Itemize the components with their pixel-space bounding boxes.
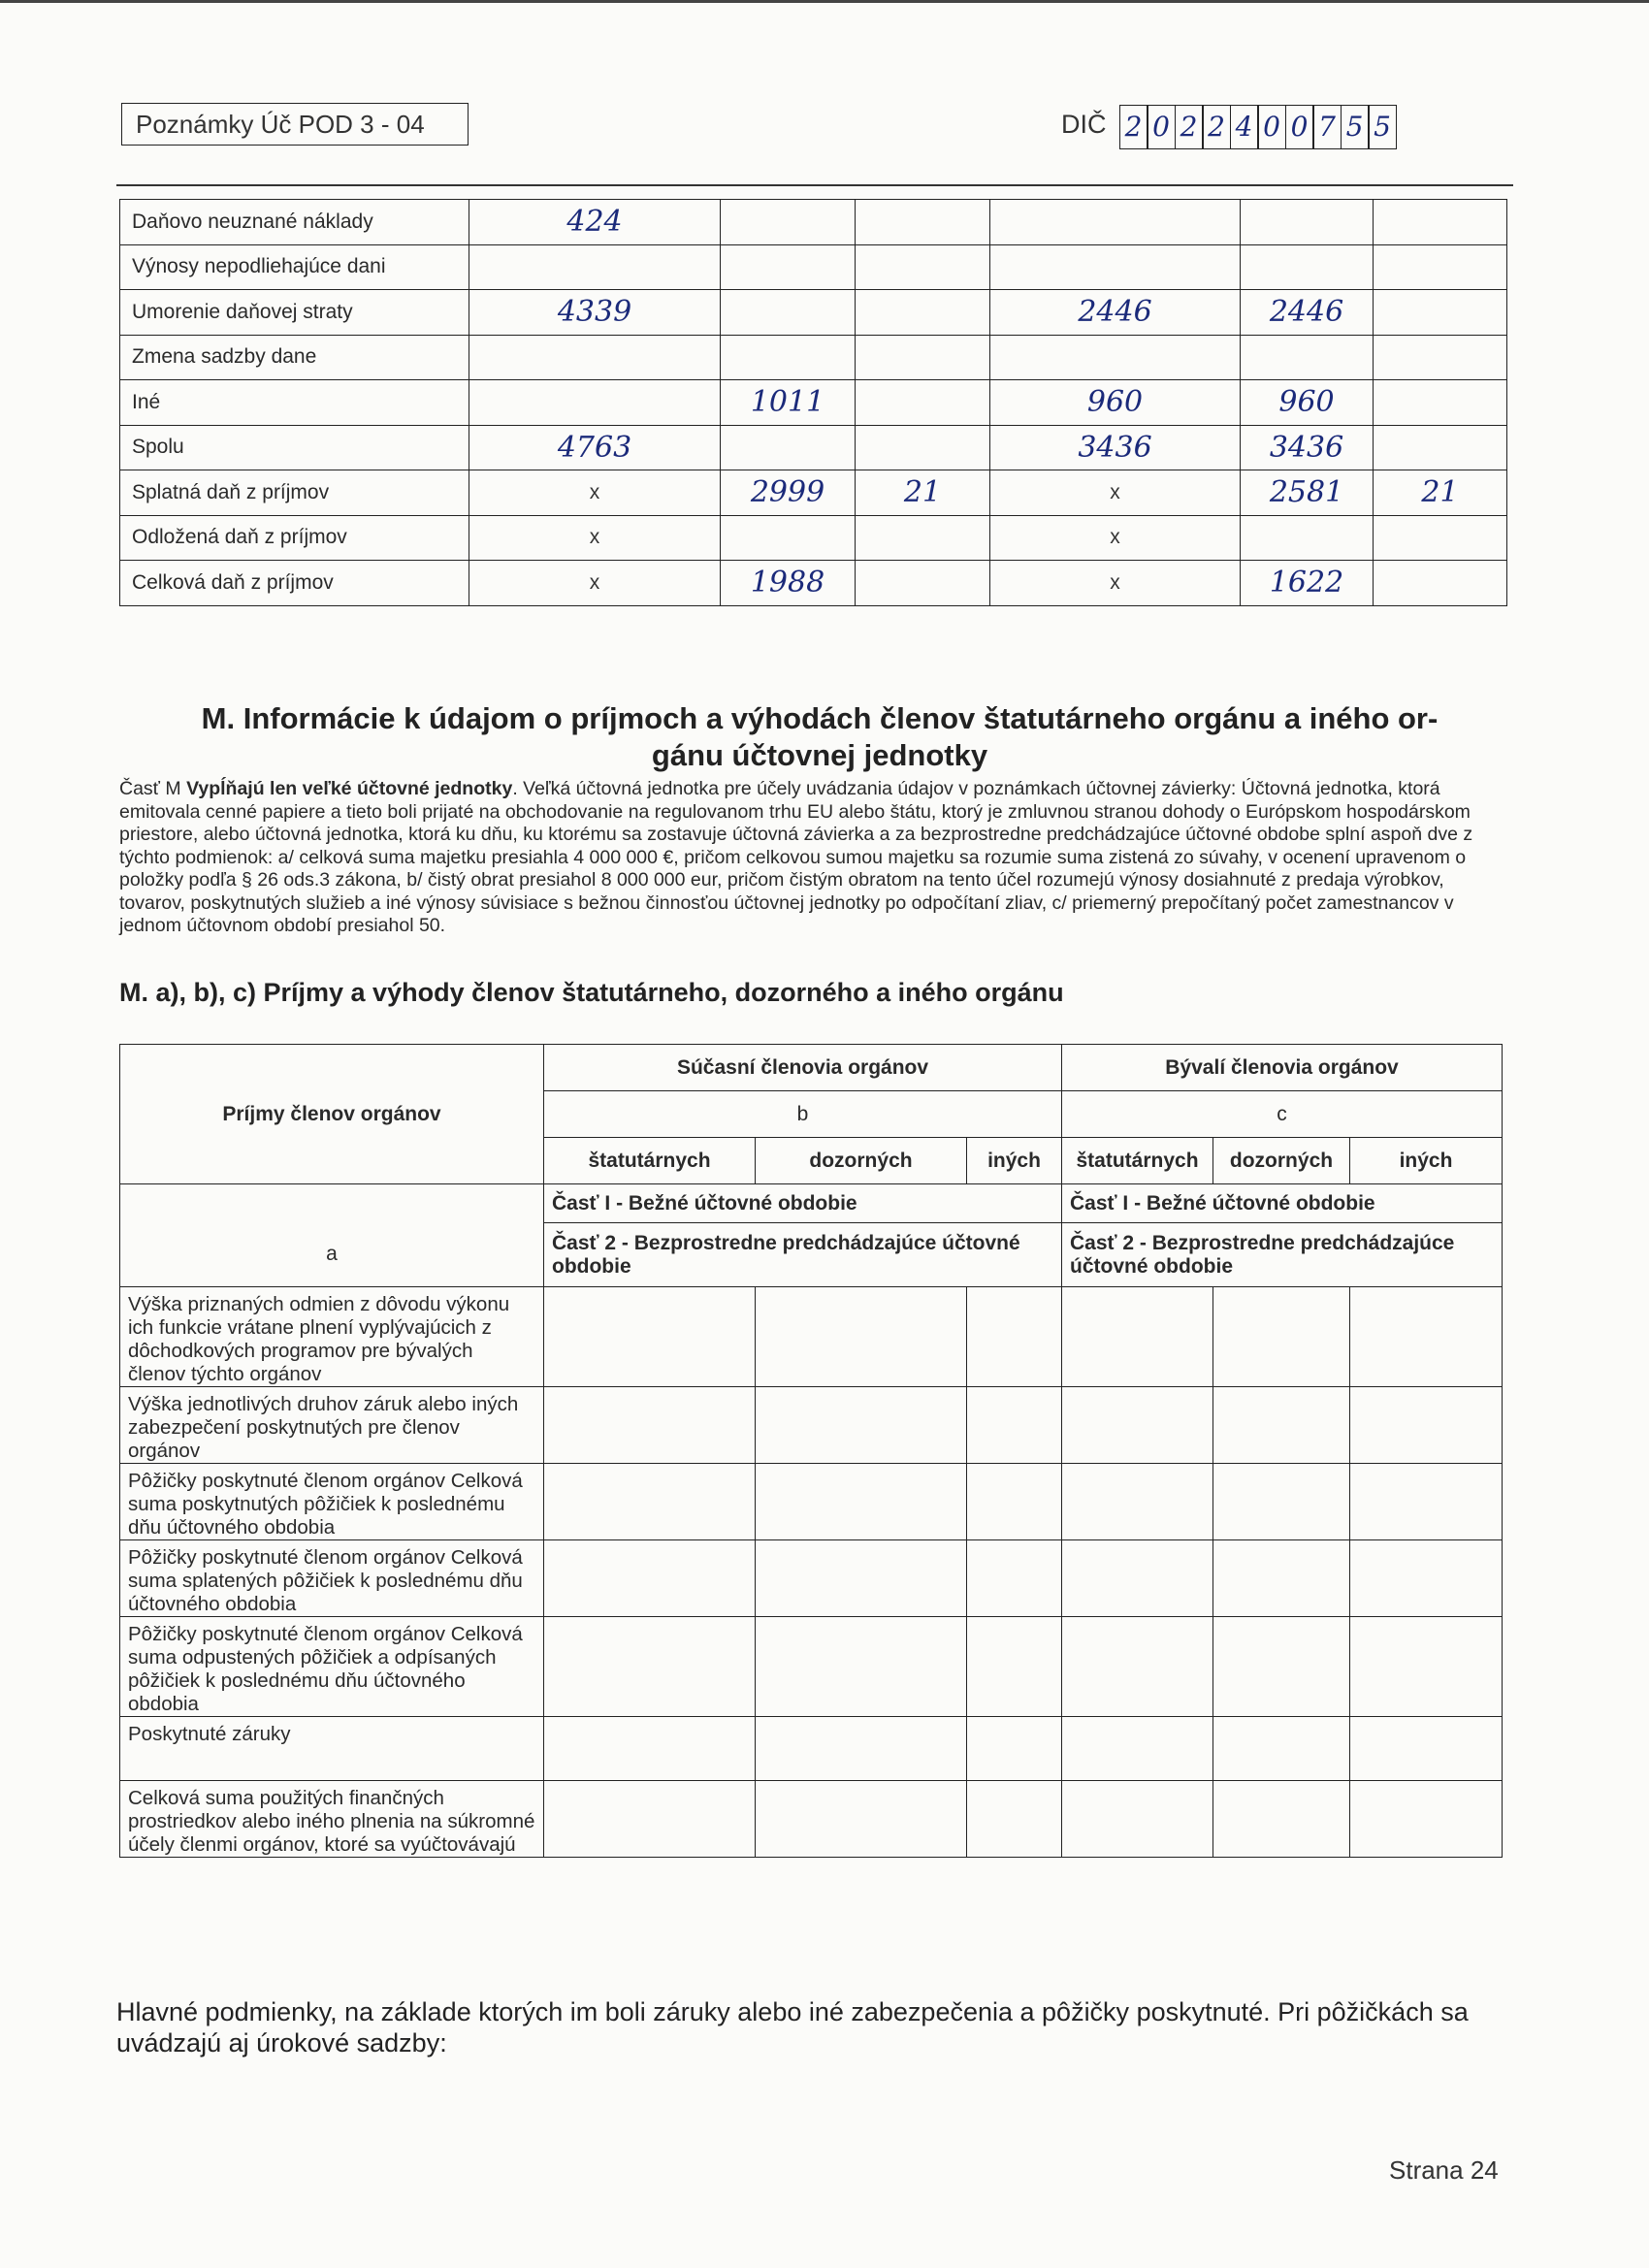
members-value-cell[interactable] xyxy=(967,1617,1062,1717)
members-value-cell[interactable] xyxy=(967,1540,1062,1617)
tax-cell[interactable] xyxy=(1374,244,1507,290)
dic-label: DIČ xyxy=(1061,110,1107,139)
members-row-label: Pôžičky poskytnuté členom orgánov Celková suma poskytnutých pôžičiek k poslednému dňu účtovného obdobia xyxy=(120,1464,544,1540)
tax-row xyxy=(120,515,1507,561)
members-value-cell[interactable] xyxy=(1350,1387,1503,1464)
dic-digit[interactable]: 2 xyxy=(1175,105,1204,149)
members-row xyxy=(120,1540,1503,1617)
tax-cell[interactable]: 1011 xyxy=(721,380,856,426)
tax-cell[interactable] xyxy=(469,244,721,290)
dic-digit[interactable]: 0 xyxy=(1285,105,1314,149)
tax-row xyxy=(120,244,1507,290)
tax-cell[interactable] xyxy=(990,200,1241,245)
members-value-cell[interactable] xyxy=(756,1387,967,1464)
members-value-cell[interactable] xyxy=(967,1781,1062,1858)
tax-row-label: Daňovo neuznané náklady xyxy=(120,200,469,245)
current-statutory-header: štatutárnych xyxy=(544,1138,756,1184)
members-value-cell[interactable] xyxy=(1062,1387,1213,1464)
members-value-cell[interactable] xyxy=(544,1781,756,1858)
members-income-table xyxy=(119,1044,1503,1858)
members-row-label: Pôžičky poskytnuté členom orgánov Celková suma odpustených pôžičiek a odpísaných pôžičiek k poslednému dňu účtovného obdobia xyxy=(120,1617,544,1717)
dic-digit[interactable]: 5 xyxy=(1368,105,1397,149)
members-value-cell[interactable] xyxy=(756,1287,967,1387)
section-m-description: Časť M Vypĺňajú len veľké účtovné jednotky. Veľká účtovná jednotka pre účely uvádzania údajov v poznámkach účtovnej závierky: Účtovná jednotka, ktorá emitovala cenné papiere a tieto boli prijaté na obchodovanie na regulovanom trhu EU alebo štátu, ktorý je zmluvnou stranou dohody o Európskom hospodárskom priestore, alebo účtovná jednotka, ktorá ku dňu, ku ktorému sa zostavuje účtovná závierka a za bezprostredne predchádzajúce účtovné obdobe splní aspoň dve z týchto podmienok: a/ celková suma majetku presiahla 4 000 000 €, pričom celkovou sumou majetku sa rozumie suma zistená zo súvahy, v ocenení upravenom o položky podľa § 26 ods.3 zákona, b/ čistý obrat presiahol 8 000 000 eur, pričom čistým obratom na tento účel rozumejú výnosy dosiahnuté z predaja výrobkov, tovarov, poskytnutých služieb a iné výnosy súvisiace s bežnou činnosťou účtovnej jednotky po odpočítaní zliav, c/ priemerný prepočítaný počet zamestnancov v jednom účtovnom období presiahol 50. xyxy=(119,778,1473,936)
members-value-cell[interactable] xyxy=(544,1387,756,1464)
members-row xyxy=(120,1717,1503,1781)
tax-cell[interactable] xyxy=(721,425,856,470)
former-statutory-header: štatutárnych xyxy=(1062,1138,1213,1184)
tax-cell[interactable] xyxy=(1374,290,1507,336)
tax-cell[interactable]: 2446 xyxy=(990,290,1241,336)
tax-cell[interactable] xyxy=(856,244,990,290)
top-edge xyxy=(0,0,1649,3)
members-value-cell[interactable] xyxy=(967,1464,1062,1540)
tax-cell[interactable] xyxy=(1374,425,1507,470)
tax-cell[interactable] xyxy=(1241,244,1374,290)
dic-digit[interactable]: 5 xyxy=(1341,105,1370,149)
tax-cell[interactable]: 1622 xyxy=(1241,561,1374,606)
header-divider xyxy=(116,184,1513,186)
former-letter: c xyxy=(1062,1091,1503,1138)
tax-row-label: Výnosy nepodliehajúce dani xyxy=(120,244,469,290)
members-value-cell[interactable] xyxy=(544,1717,756,1781)
tax-row xyxy=(120,561,1507,606)
tax-cell[interactable]: x xyxy=(469,470,721,516)
members-value-cell[interactable] xyxy=(1062,1287,1213,1387)
tax-cell[interactable]: 21 xyxy=(856,470,990,516)
members-value-cell[interactable] xyxy=(756,1540,967,1617)
tax-cell[interactable]: x xyxy=(469,515,721,561)
current-other-header: iných xyxy=(967,1138,1062,1184)
tax-row-label: Zmena sadzby dane xyxy=(120,335,469,380)
tax-cell[interactable]: 2581 xyxy=(1241,470,1374,516)
tax-row-label: Odložená daň z príjmov xyxy=(120,515,469,561)
tax-row xyxy=(120,335,1507,380)
members-value-cell[interactable] xyxy=(1350,1540,1503,1617)
tax-cell[interactable] xyxy=(856,200,990,245)
members-value-cell[interactable] xyxy=(1062,1617,1213,1717)
members-value-cell[interactable] xyxy=(756,1617,967,1717)
members-value-cell[interactable] xyxy=(544,1617,756,1717)
tax-cell[interactable]: 2999 xyxy=(721,470,856,516)
dic-boxes xyxy=(1120,105,1397,149)
tax-cell[interactable] xyxy=(721,290,856,336)
col-a-spacer xyxy=(120,1184,544,1223)
tax-cell[interactable]: 2446 xyxy=(1241,290,1374,336)
tax-cell[interactable] xyxy=(990,244,1241,290)
conditions-text: Hlavné podmienky, na základe ktorých im boli záruky alebo iné zabezpečenia a pôžičky poskytnuté. Pri pôžičkách sa uvádzajú aj úrokové sadzby: xyxy=(116,1997,1469,2057)
members-value-cell[interactable] xyxy=(756,1781,967,1858)
page-number: Strana 24 xyxy=(1389,2155,1499,2185)
tax-row xyxy=(120,380,1507,426)
tax-cell[interactable] xyxy=(1374,200,1507,245)
tax-cell[interactable] xyxy=(856,290,990,336)
tax-cell[interactable]: x xyxy=(990,515,1241,561)
tax-cell[interactable]: 4339 xyxy=(469,290,721,336)
tax-row xyxy=(120,200,1507,245)
members-value-cell[interactable] xyxy=(1213,1387,1350,1464)
tax-row-label: Splatná daň z príjmov xyxy=(120,470,469,516)
former-supervisory-header: dozorných xyxy=(1213,1138,1350,1184)
tax-cell[interactable] xyxy=(1241,200,1374,245)
tax-cell[interactable]: 3436 xyxy=(1241,425,1374,470)
tax-cell[interactable]: 3436 xyxy=(990,425,1241,470)
section-m-subtitle: M. a), b), c) Príjmy a výhody členov štatutárneho, dozorného a iného orgánu xyxy=(119,978,1064,1007)
dic-digit[interactable]: 0 xyxy=(1257,105,1286,149)
tax-cell[interactable]: x xyxy=(990,470,1241,516)
members-row-label: Celková suma použitých finančných prostriedkov alebo iného plnenia na súkromné účely členmi orgánov, ktoré sa vyúčtovávajú xyxy=(120,1781,544,1858)
current-part2-label: Časť 2 - Bezprostredne predchádzajúce účtovné obdobie xyxy=(544,1223,1062,1287)
tax-cell[interactable] xyxy=(856,380,990,426)
tax-cell[interactable] xyxy=(856,561,990,606)
members-value-cell[interactable] xyxy=(1213,1617,1350,1717)
tax-row-label: Celková daň z príjmov xyxy=(120,561,469,606)
members-row xyxy=(120,1287,1503,1387)
tax-cell[interactable] xyxy=(1241,335,1374,380)
col-a-header: Príjmy členov orgánov xyxy=(120,1045,544,1184)
former-part2-label: Časť 2 - Bezprostredne predchádzajúce účtovné obdobie xyxy=(1062,1223,1503,1287)
members-value-cell[interactable] xyxy=(544,1540,756,1617)
tax-cell[interactable] xyxy=(1374,561,1507,606)
members-value-cell[interactable] xyxy=(1213,1717,1350,1781)
section-m-title: M. Informácie k údajom o príjmoch a výhodách členov štatutárneho orgánu a iného or- gánu účtovnej jednotky xyxy=(201,701,1439,772)
tax-row xyxy=(120,425,1507,470)
members-row xyxy=(120,1464,1503,1540)
members-value-cell[interactable] xyxy=(1213,1464,1350,1540)
dic-digit[interactable]: 2 xyxy=(1202,105,1231,149)
current-letter: b xyxy=(544,1091,1062,1138)
tax-cell[interactable]: 21 xyxy=(1374,470,1507,516)
members-value-cell[interactable] xyxy=(967,1387,1062,1464)
members-row xyxy=(120,1617,1503,1717)
members-value-cell[interactable] xyxy=(544,1287,756,1387)
tax-cell[interactable]: 960 xyxy=(1241,380,1374,426)
dic-digit[interactable]: 2 xyxy=(1119,105,1148,149)
tax-cell[interactable] xyxy=(1374,380,1507,426)
members-value-cell[interactable] xyxy=(1062,1464,1213,1540)
tax-cell[interactable] xyxy=(721,335,856,380)
tax-cell[interactable]: 1988 xyxy=(721,561,856,606)
former-part1-label: Časť I - Bežné účtovné obdobie xyxy=(1062,1184,1503,1223)
current-members-header: Súčasní členovia orgánov xyxy=(544,1045,1062,1091)
tax-cell[interactable] xyxy=(990,335,1241,380)
members-row-label: Výška priznaných odmien z dôvodu výkonu ich funkcie vrátane plnení vyplývajúcich z dôchodkových programov pre bývalých členov týchto orgánov xyxy=(120,1287,544,1387)
members-value-cell[interactable] xyxy=(1213,1287,1350,1387)
members-value-cell[interactable] xyxy=(1350,1781,1503,1858)
dic-digit[interactable]: 7 xyxy=(1312,105,1342,149)
members-row-label: Výška jednotlivých druhov záruk alebo iných zabezpečení poskytnutých pre členov orgánov xyxy=(120,1387,544,1464)
tax-cell[interactable]: 4763 xyxy=(469,425,721,470)
tax-cell[interactable]: x xyxy=(469,561,721,606)
col-a-letter: a xyxy=(120,1223,544,1287)
tax-cell[interactable] xyxy=(1374,515,1507,561)
members-value-cell[interactable] xyxy=(756,1464,967,1540)
dic-digit[interactable]: 4 xyxy=(1230,105,1259,149)
members-value-cell[interactable] xyxy=(1213,1781,1350,1858)
members-row-label: Poskytnuté záruky xyxy=(120,1717,544,1781)
tax-cell[interactable] xyxy=(1374,335,1507,380)
tax-cell[interactable]: 960 xyxy=(990,380,1241,426)
members-value-cell[interactable] xyxy=(1062,1781,1213,1858)
current-supervisory-header: dozorných xyxy=(756,1138,967,1184)
members-row-label: Pôžičky poskytnuté členom orgánov Celková suma splatených pôžičiek k poslednému dňu účtovného obdobia xyxy=(120,1540,544,1617)
tax-cell[interactable]: x xyxy=(990,561,1241,606)
tax-row-label: Spolu xyxy=(120,425,469,470)
tax-cell[interactable]: 424 xyxy=(469,200,721,245)
tax-cell[interactable] xyxy=(721,244,856,290)
members-value-cell[interactable] xyxy=(1213,1540,1350,1617)
members-row xyxy=(120,1387,1503,1464)
members-value-cell[interactable] xyxy=(756,1717,967,1781)
tax-cell[interactable] xyxy=(856,425,990,470)
members-value-cell[interactable] xyxy=(967,1717,1062,1781)
tax-cell[interactable] xyxy=(721,515,856,561)
tax-cell[interactable] xyxy=(1241,515,1374,561)
form-title: Poznámky Úč POD 3 - 04 xyxy=(121,103,469,146)
tax-cell[interactable] xyxy=(721,200,856,245)
tax-row xyxy=(120,470,1507,516)
members-value-cell[interactable] xyxy=(967,1287,1062,1387)
members-value-cell[interactable] xyxy=(1350,1617,1503,1717)
tax-cell[interactable] xyxy=(469,335,721,380)
tax-row-label: Umorenie daňovej straty xyxy=(120,290,469,336)
former-members-header: Bývalí členovia orgánov xyxy=(1062,1045,1503,1091)
tax-cell[interactable] xyxy=(856,515,990,561)
members-value-cell[interactable] xyxy=(1062,1540,1213,1617)
former-other-header: iných xyxy=(1350,1138,1503,1184)
members-value-cell[interactable] xyxy=(544,1464,756,1540)
tax-row xyxy=(120,290,1507,336)
tax-cell[interactable] xyxy=(469,380,721,426)
tax-row-label: Iné xyxy=(120,380,469,426)
members-value-cell[interactable] xyxy=(1062,1717,1213,1781)
tax-reconciliation-table xyxy=(119,199,1507,606)
members-value-cell[interactable] xyxy=(1350,1717,1503,1781)
tax-cell[interactable] xyxy=(856,335,990,380)
dic-digit[interactable]: 0 xyxy=(1147,105,1176,149)
current-part1-label: Časť I - Bežné účtovné obdobie xyxy=(544,1184,1062,1223)
members-value-cell[interactable] xyxy=(1350,1464,1503,1540)
members-row xyxy=(120,1781,1503,1858)
members-value-cell[interactable] xyxy=(1350,1287,1503,1387)
